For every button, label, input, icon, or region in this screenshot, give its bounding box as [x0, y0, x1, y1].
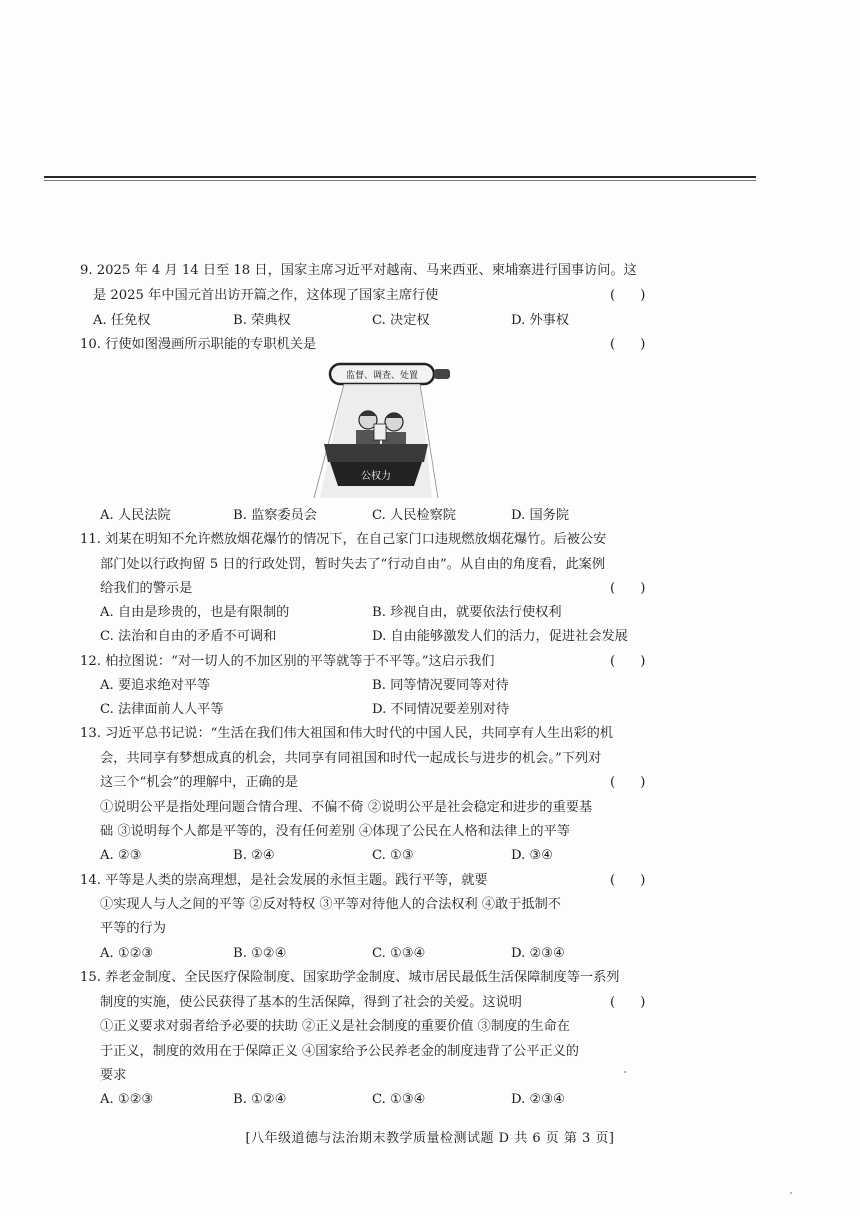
q10-option-c: C. 人民检察院 [372, 508, 456, 523]
supervision-cartoon [296, 358, 456, 503]
q12-line1: 12. 柏拉图说：“对一切人的不加区别的平等就等于不平等。”这启示我们 [80, 654, 495, 669]
q10-answer-paren: ( ) [610, 337, 646, 352]
q13-answer-paren: ( ) [610, 775, 646, 790]
page-footer: [八年级道德与法治期末教学质量检测试题 D 共 6 页 第 3 页] [245, 1131, 615, 1146]
q12-option-a: A. 要追求绝对平等 [100, 678, 211, 693]
q9-option-c: C. 决定权 [372, 313, 430, 328]
q9-option-b: B. 荣典权 [233, 313, 291, 328]
cartoon-top-label: 监督、调查、处置 [345, 371, 419, 381]
magnifier-handle [434, 369, 450, 379]
header-rule [44, 176, 756, 178]
q11-option-a: A. 自由是珍贵的，也是有限制的 [100, 605, 290, 620]
q10-option-b: B. 监察委员会 [233, 508, 318, 523]
q15-line2: 制度的实施，使公民获得了基本的生活保障，得到了社会的关爱。这说明 [100, 995, 522, 1010]
q9-option-d: D. 外事权 [511, 313, 570, 328]
q13-line3: 这三个“机会”的理解中，正确的是 [100, 775, 299, 790]
q9-answer-paren: ( ) [610, 288, 646, 303]
q11-option-b: B. 珍视自由，就要依法行使权利 [372, 605, 562, 620]
q9-line1: 9. 2025 年 4 月 14 日至 18 日，国家主席习近平对越南、马来西亚、柬埔寨进行国事访问。这 [80, 263, 637, 278]
q14-line3: 平等的行为 [100, 921, 166, 936]
q15-line1: 15. 养老金制度、全民医疗保险制度、国家助学金制度、城市居民最低生活保障制度等一系列 [80, 970, 620, 985]
document-icon [374, 424, 386, 440]
q12-option-c: C. 法律面前人人平等 [100, 702, 224, 717]
q15-answer-paren: ( ) [610, 995, 646, 1010]
q14-line1: 14. 平等是人类的崇高理想，是社会发展的永恒主题。践行平等，就要 [80, 873, 488, 888]
platform-top [324, 444, 428, 462]
q12-option-b: B. 同等情况要同等对待 [372, 678, 509, 693]
q10-option-a: A. 人民法院 [100, 508, 171, 523]
q9-line2: 是 2025 年中国元首出访开篇之作，这体现了国家主席行使 [93, 288, 439, 303]
q14-option-c: C. ①③④ [372, 946, 426, 961]
q13-option-a: A. ②③ [100, 848, 142, 863]
q14-line2: ①实现人与人之间的平等 ②反对特权 ③平等对待他人的合法权利 ④敢于抵制不 [100, 897, 561, 912]
cartoon-base-label: 公权力 [361, 471, 391, 482]
q13-line4: ①说明公平是指处理问题合情合理、不偏不倚 ②说明公平是社会稳定和进步的重要基 [100, 800, 593, 815]
q15-option-d: D. ②③④ [511, 1092, 565, 1107]
q13-option-d: D. ③④ [511, 848, 554, 863]
q14-option-a: A. ①②③ [100, 946, 154, 961]
q14-answer-paren: ( ) [610, 873, 646, 888]
q11-answer-paren: ( ) [610, 581, 646, 596]
q13-line1: 13. 习近平总书记说：“生活在我们伟大祖国和伟大时代的中国人民，共同享有人生出彩的机 [80, 726, 614, 741]
q10-line1: 10. 行使如图漫画所示职能的专职机关是 [80, 337, 317, 352]
q13-line5: 础 ③说明每个人都是平等的，没有任何差别 ④体现了公民在人格和法律上的平等 [100, 824, 570, 839]
q13-line2: 会，共同享有梦想成真的机会，共同享有同祖国和时代一起成长与进步的机会。”下列对 [100, 751, 602, 766]
q15-option-c: C. ①③④ [372, 1092, 426, 1107]
q11-line1: 11. 刘某在明知不允许燃放烟花爆竹的情况下，在自己家门口违规燃放烟花爆竹。后被公安 [80, 532, 607, 547]
q15-line4: 于正义，制度的效用在于保障正义 ④国家给予公民养老金的制度违背了公平正义的 [100, 1044, 579, 1059]
q12-answer-paren: ( ) [610, 654, 646, 669]
q15-line5: 要求 [100, 1068, 127, 1083]
q14-option-d: D. ②③④ [511, 946, 565, 961]
q15-line3: ①正义要求对弱者给予必要的扶助 ②正义是社会制度的重要价值 ③制度的生命在 [100, 1019, 570, 1034]
q9-option-a: A. 任免权 [93, 313, 151, 328]
q11-option-d: D. 自由能够激发人们的活力，促进社会发展 [372, 629, 628, 644]
scan-speck [790, 1192, 792, 1194]
q12-option-d: D. 不同情况要差别对待 [372, 702, 510, 717]
q13-option-b: B. ②④ [233, 848, 275, 863]
q11-line2: 部门处以行政拘留 5 日的行政处罚，暂时失去了“行动自由”。从自由的角度看，此案例 [100, 557, 606, 572]
header-rule-thin [44, 180, 756, 181]
scan-speck [624, 1071, 626, 1073]
q15-option-a: A. ①②③ [100, 1092, 154, 1107]
q14-option-b: B. ①②④ [233, 946, 287, 961]
q10-option-d: D. 国务院 [511, 508, 570, 523]
q11-line3: 给我们的警示是 [100, 581, 193, 596]
q11-option-c: C. 法治和自由的矛盾不可调和 [100, 629, 277, 644]
q13-option-c: C. ①③ [372, 848, 414, 863]
q15-option-b: B. ①②④ [233, 1092, 287, 1107]
